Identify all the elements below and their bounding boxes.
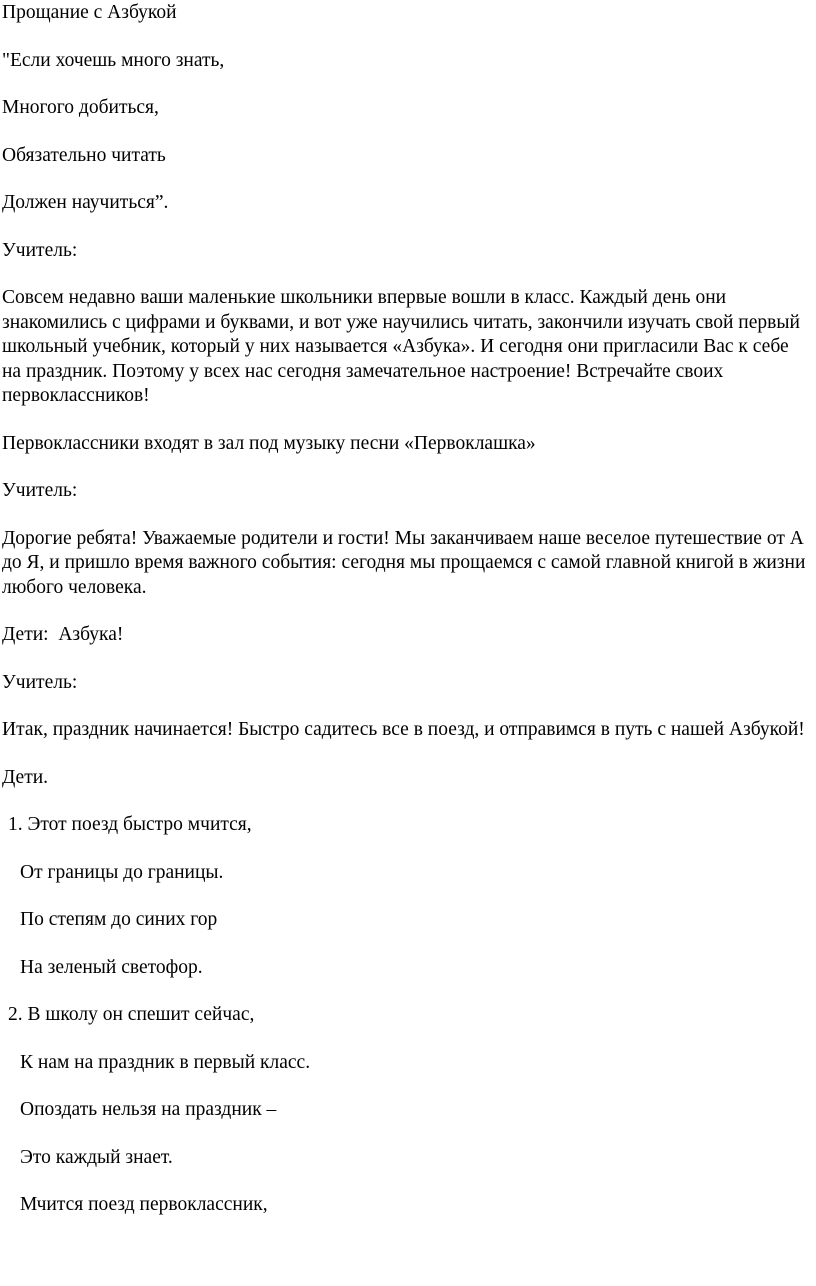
teacher-paragraph-2: Дорогие ребята! Уважаемые родители и гости! Мы заканчиваем наше веселое путешествие от А до Я, и пришло время важного события: сегодня мы прощаемся с самой главной книгой в жизни любого человека.: [2, 527, 811, 598]
verse-1-line-1: 1. Этот поезд быстро мчится,: [8, 814, 252, 835]
stage-direction: Первоклассники входят в зал под музыку песни «Первоклашка»: [2, 432, 536, 454]
verse-2-line-5: Мчится поезд первоклассник,: [20, 1194, 268, 1215]
verse-2-line-2: К нам на праздник в первый класс.: [20, 1051, 311, 1073]
epigraph-line-1: "Если хочешь много знать,: [2, 49, 225, 71]
speaker-teacher-3: Учитель:: [2, 671, 78, 693]
verse-2-line-1: 2. В школу он спешит сейчас,: [8, 1004, 255, 1025]
verse-1-line-2: От границы до границы.: [20, 861, 224, 883]
verse-2-line-4: Это каждый знает.: [20, 1146, 173, 1168]
speaker-teacher-2: Учитель:: [2, 480, 78, 501]
speaker-teacher-1: Учитель:: [2, 239, 78, 261]
verse-2-line-3: Опоздать нельзя на праздник –: [20, 1099, 277, 1120]
speaker-children: Дети.: [2, 766, 49, 788]
epigraph-line-3: Обязательно читать: [2, 144, 166, 166]
children-line: Дети: Азбука!: [2, 624, 124, 645]
verse-1-line-4: На зеленый светофор.: [20, 956, 203, 978]
verse-1-line-3: По степям до синих гор: [20, 909, 218, 930]
teacher-paragraph-1: Совсем недавно ваши маленькие школьники впервые вошли в класс. Каждый день они знакомились с цифрами и буквами, и вот уже научились читать, закончили изучать свой первый школьный учебник, который у них называется «Азбука». И сегодня они пригласили Вас к себе на праздник. Поэтому у всех нас сегодня замечательное настроение! Встречайте своих первоклассников!: [2, 287, 805, 406]
teacher-paragraph-3: Итак, праздник начинается! Быстро садитесь все в поезд, и отправимся в путь с нашей Азбукой!: [2, 719, 805, 740]
epigraph-line-2: Многого добиться,: [2, 97, 159, 118]
document-title: Прощание с Азбукой: [2, 2, 177, 23]
epigraph-line-4: Должен научиться”.: [2, 192, 169, 213]
